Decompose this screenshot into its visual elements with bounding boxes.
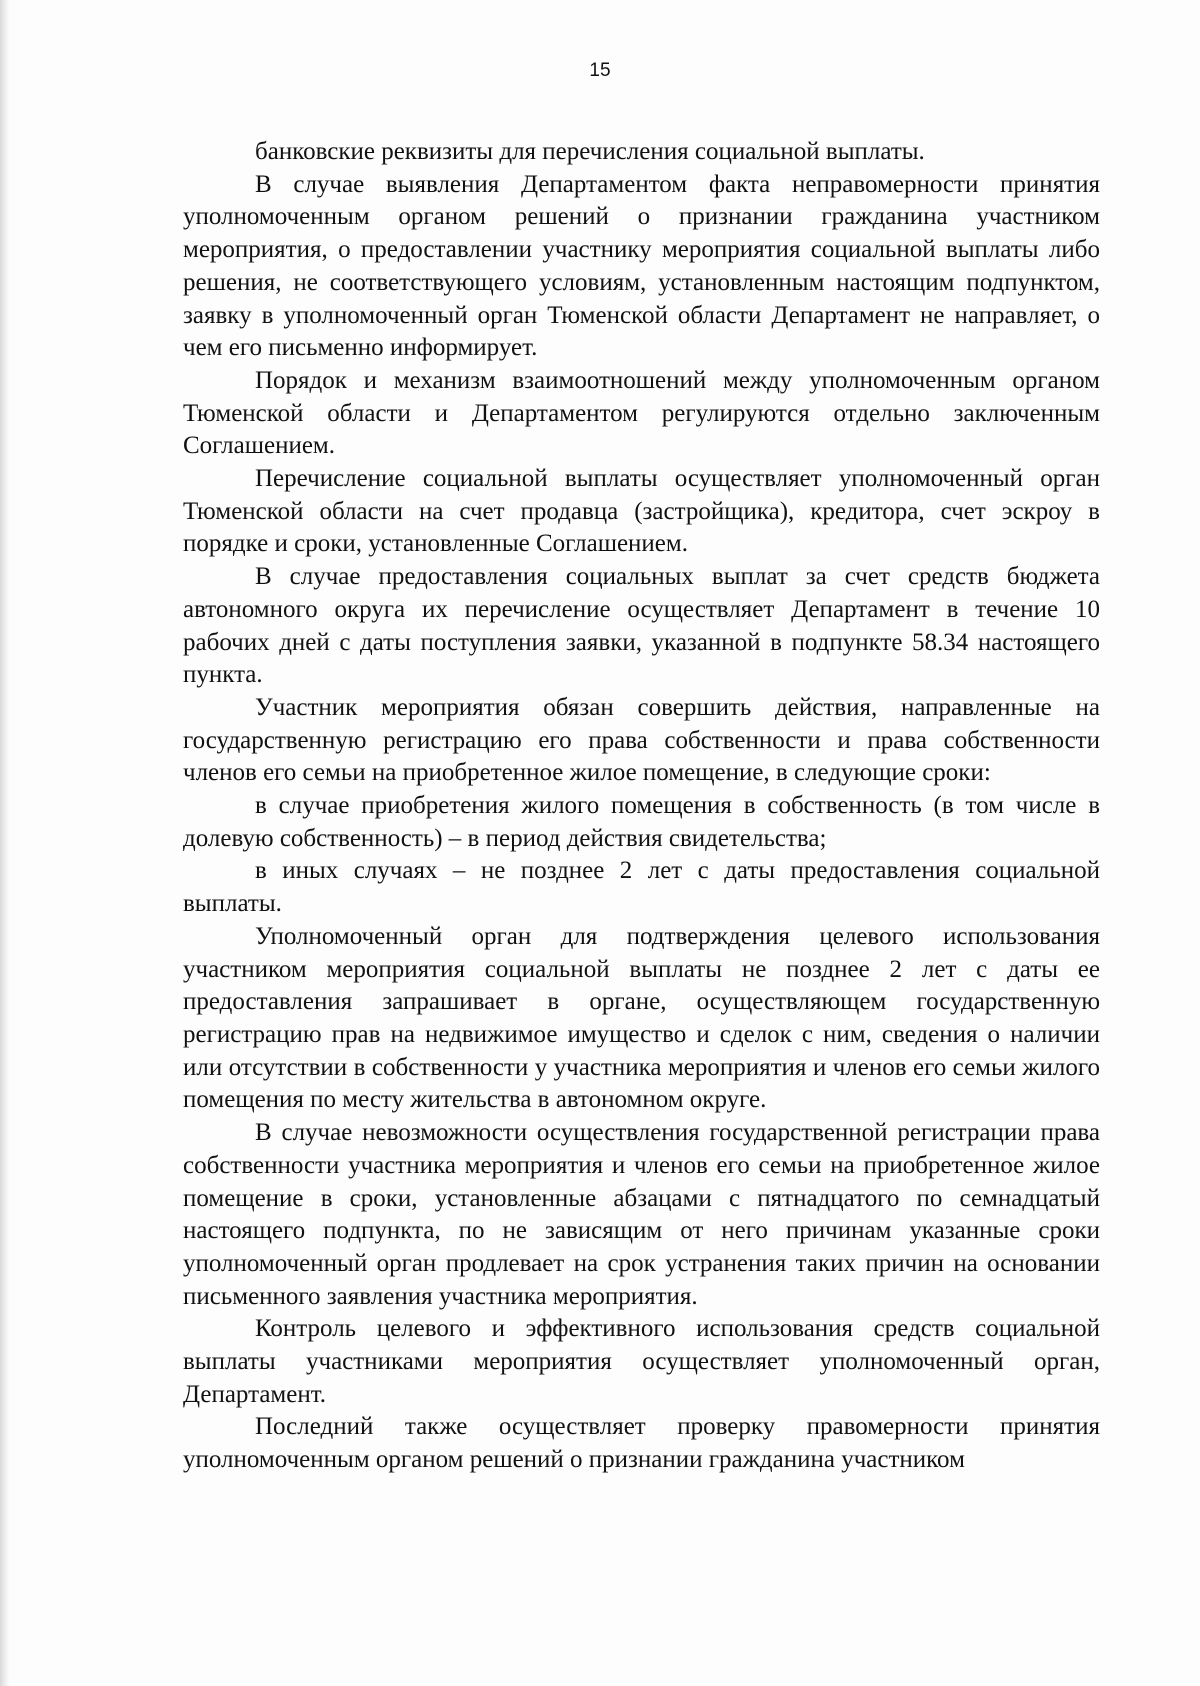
page-number: 15 — [589, 60, 611, 81]
paragraph: Последний также осуществляет проверку правомерности принятия уполномоченным органом решений о признании гражданина участником — [183, 1413, 1100, 1474]
paragraph: банковские реквизиты для перечисления социальной выплаты. — [255, 138, 925, 165]
document-body — [183, 136, 1100, 1477]
paragraph: В случае выявления Департаментом факта неправомерности принятия уполномоченным органом решений о признании гражданина участником мероприятия, о предоставлении участнику мероприятия социальной выплаты либо решения, не соответствующего условиям, установленным настоящим подпунктом, заявку в уполномоченный орган Тюменской области Департамент не направляет, о чем его письменно информирует. — [183, 170, 1100, 362]
paragraph: в иных случаях – не позднее 2 лет с даты предоставления социальной выплаты. — [183, 857, 1100, 918]
paragraph: в случае приобретения жилого помещения в собственность (в том числе в долевую собственность) – в период действия свидетельства; — [183, 792, 1100, 852]
paragraph: Контроль целевого и эффективного использования средств социальной выплаты участниками мероприятия осуществляет уполномоченный орган, Департамент. — [183, 1315, 1100, 1408]
paragraph: Уполномоченный орган для подтверждения целевого использования участником мероприятия социальной выплаты не позднее 2 лет с даты ее предоставления запрашивает в органе, осуществляющем государственную регистрацию прав на недвижимое имущество и сделок с ним, сведения о наличии или отсутствии в собственности у участника мероприятия и членов его семьи жилого помещения по месту жительства в автономном округе. — [183, 922, 1100, 1114]
paragraph: В случае невозможности осуществления государственной регистрации права собственности участника мероприятия и членов его семьи на приобретенное жилое помещение в сроки, установленные абзацами с пятнадцатого по семнадцатый настоящего подпункта, по не зависящим от него причинам указанные сроки уполномоченный орган продлевает на срок устранения таких причин на основании письменного заявления участника мероприятия. — [183, 1119, 1100, 1310]
paragraph: Перечисление социальной выплаты осуществляет уполномоченный орган Тюменской области на счет продавца (застройщика), кредитора, счет эскроу в порядке и сроки, установленные Соглашением. — [183, 465, 1100, 558]
paragraph: Участник мероприятия обязан совершить действия, направленные на государственную регистрацию его права собственности и права собственности членов его семьи на приобретенное жилое помещение, в следующие сроки: — [183, 693, 1100, 787]
scan-edge — [0, 0, 10, 1686]
paragraph: В случае предоставления социальных выплат за счет средств бюджета автономного округа их перечисление осуществляет Департамент в течение 10 рабочих дней с даты поступления заявки, указанной в подпункте 58.34 настоящего пункта. — [183, 563, 1100, 689]
paragraph: Порядок и механизм взаимоотношений между уполномоченным органом Тюменской области и Департаментом регулируются отдельно заключенным Соглашением. — [183, 366, 1100, 460]
